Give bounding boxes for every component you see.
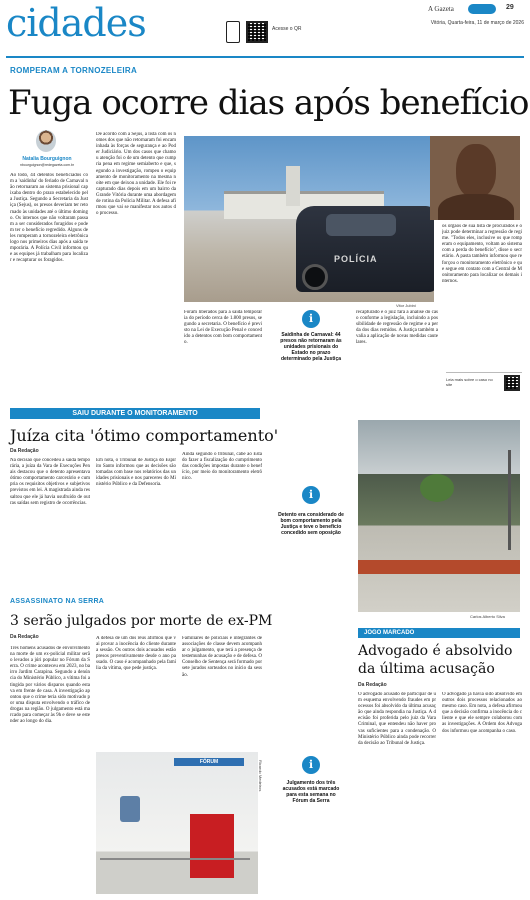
- red-door: [190, 814, 234, 878]
- tree: [420, 474, 454, 502]
- story3-photo-forum: [96, 752, 258, 894]
- page-number: 29: [506, 4, 514, 11]
- police-car: [296, 206, 434, 292]
- info-icon: ℹ: [302, 756, 320, 774]
- road: [358, 560, 520, 574]
- logo-badge: [468, 4, 496, 14]
- wall-emblem: [120, 796, 140, 822]
- story1-headline: Fuga ocorre dias após benefício: [8, 83, 529, 123]
- story4-column-1: O advogado acusado de participar de um esquema envolvendo fraudes em processos foi absolvido da última acusação que ainda respondia na Justiça. A decisão foi proferida pelo juiz da Vara Criminal, que entendeu não haver provas suficientes para a condenação. O Ministério Público ainda pode recorrer da decisão ao Tribunal de Justiça.: [358, 692, 436, 746]
- car-police-text: POLÍCIA: [334, 254, 378, 264]
- info-icon: ℹ: [302, 486, 320, 504]
- story3-side-note: Julgamento dos três acusados está marcado para esta semana no Fórum da Serra: [282, 780, 340, 804]
- story4-headline: Advogado é absolvido da última acusação: [358, 643, 513, 677]
- qr-label: Acesse o QR: [272, 26, 302, 32]
- story2-photo-building: [358, 420, 520, 612]
- suspect-shoulders: [438, 194, 514, 220]
- lamp-post: [508, 450, 511, 550]
- story3-headline: 3 serão julgados por morte de ex-PM: [10, 613, 273, 629]
- qr-code[interactable]: [246, 21, 268, 43]
- story1-side-note: Saidinha de Carnaval: 44 presos não retornaram às unidades prisionais do Estado no prazo determinado pela Justiça: [280, 332, 342, 362]
- story1-column-6: recapturado e o juiz fará a análise do caso conforme a legislação, incluindo a possibilidade de regressão de regime e a perda dos dias remidos. A Justiça também avalia a aplicação de novas medidas cautelares.: [356, 310, 438, 346]
- story2-byline: Da Redação: [10, 448, 39, 454]
- author-avatar: [36, 130, 56, 152]
- story2-photo-credit: Carlos Alberto Silva: [470, 614, 505, 619]
- car-window: [326, 214, 396, 236]
- section-title: cidades: [6, 1, 146, 45]
- story1-qr-box: [446, 372, 522, 390]
- story3-column-2: A defesa de um dos réus afirmou que vai provar a inocência do cliente durante a sessão. Os outros dois acusados estão presos preventivamente desde o ano passado. O caso é acompanhado pela família da vítima, que pede justiça.: [96, 636, 176, 672]
- story3-kicker: ASSASSINATO NA SERRA: [10, 598, 105, 605]
- phone-icon: [226, 21, 240, 43]
- story4-column-2: O advogado já havia sido absolvido em outros dois processos relacionados ao mesmo caso. Em nota, a defesa afirmou que a decisão confirma a inocência do cliente e que ele sempre colaborou com as investigações. A Ordem dos Advogados informou que acompanha o caso.: [442, 692, 522, 734]
- story1-qr-caption: Leia mais sobre o caso no site: [446, 377, 493, 387]
- story3-column-1: Três homens acusados de envolvimento na morte de um ex-policial militar serão levados a júri popular no Fórum da Serra. O crime aconteceu em 2023, no bairro Jardim Carapina. Segundo a denúncia do Ministério Público, a vítima foi atingida por vários disparos quando estava em frente de casa. A investigação apontou que o crime teria sido motivado por uma disputa envolvendo o tráfico de drogas na região. O julgamento está marcado para começar às 9h e deve se estender ao longo do dia.: [10, 646, 90, 725]
- story3-byline: Da Redação: [10, 634, 39, 640]
- header-rule: [6, 56, 524, 58]
- story1-column-5: os órgãos de sua lista de procurados e o juiz pode determinar a regressão de regime. "Todos eles, inclusive os que romperam o equipamento, voltam ao sistema com a perda do benefício", disse o secretário. A pasta também informou que reforçou o monitoramento eletrônico e que segue em contato com a Central de Monitoramento para localizar os demais internos.: [442, 224, 522, 284]
- story4-bar: JOGO MARCADO: [358, 628, 520, 638]
- story3-column-3: Familiares de policiais e integrantes de associações de classe devem acompanhar o julgamento, que terá a presença de testemunhas de acusação e de defesa. O Conselho de Sentença será formado por sete jurados sorteados no início da sessão.: [182, 636, 262, 678]
- car-wheel: [302, 264, 328, 290]
- story2-column-1: Na decisão que concedeu a saída temporária, a juíza da Vara de Execuções Penais destacou que o detento apresentava ótimo comportamento carcerário e cumpria os requisitos objetivos e subjetivos previstos em lei. A magistrada ainda ressaltou que ele já havia usufruído de outras saídas sem registro de ocorrências.: [10, 458, 90, 506]
- handrail: [100, 858, 250, 860]
- story2-side-note: Detento era considerado de bom comportamento pela Justiça e teve o benefício concedido sem oposição: [278, 512, 344, 536]
- suspect-photo: [430, 136, 520, 220]
- forum-sign: FÓRUM: [174, 758, 244, 766]
- story2-column-2: Em nota, o Tribunal de Justiça do Espírito Santo informou que as decisões são tomadas com base nos relatórios das unidades prisionais e nos pareceres do Ministério Público e da Defensoria.: [96, 458, 176, 488]
- story2-bar: SAIU DURANTE O MONITORAMENTO: [10, 408, 260, 419]
- story1-qr-code[interactable]: [504, 375, 520, 391]
- story1-column-1: Ao todo, 44 detentos beneficiados com a 'saidinha' do feriado de Carnaval não retornaram ao sistema prisional capixaba dentro do prazo estabelecido pela Justiça. Segundo a Secretaria da Justiça (Sejus), os presos deveriam ter retornado às unidades até o último domingo. Os internos que não voltaram passam a ser considerados foragidos e podem ter o benefício regredido. Alguns deles romperam a tornozeleira eletrônica logo nos primeiros dias após a saída temporária. A Polícia Civil informou que as equipes já trabalham para localizar e recapturar os foragidos.: [10, 173, 88, 264]
- story3-photo-credit: Ricardo Medeiros: [258, 760, 263, 792]
- info-icon: ℹ: [302, 310, 320, 328]
- story1-column-3: Foram liberados para a saída temporária do período cerca de 1.800 presos, segundo a secretaria. O benefício é previsto na Lei de Execução Penal e concedido a detentos com bom comportamento.: [184, 310, 262, 346]
- story1-column-2: De acordo com a Sejus, a lista com os nomes dos que não retornaram foi encaminhada às forças de segurança e ao Poder Judiciário. Um dos casos que chamou atenção foi o de um detento que cumpria pena em regime semiaberto e que, segundo a investigação, rompeu o equipamento de monitoramento na mesma noite em que deixou a unidade. Ele foi recapturado dias depois em um bairro da Grande Vitória durante uma abordagem de rotina da Polícia Militar. A defesa afirmou que vai se manifestar nos autos do processo.: [96, 132, 176, 217]
- story1-author-email: nbourguignon@redegazeta.com.br: [20, 163, 74, 167]
- tower: [286, 166, 300, 206]
- story1-author: Natalia Bourguignon: [22, 156, 72, 162]
- story1-photo-credit: Vitor Jubini: [396, 303, 416, 308]
- story1-photo-police: [184, 136, 434, 302]
- edition-date: Vitória, Quarta-feira, 11 de março de 2026: [430, 20, 524, 26]
- newspaper-logo: A Gazeta: [428, 5, 454, 13]
- story4-byline: Da Redação: [358, 682, 387, 688]
- suspect-face: [456, 144, 496, 198]
- story2-headline: Juíza cita 'ótimo comportamento': [10, 426, 279, 445]
- story1-kicker: ROMPERAM A TORNOZELEIRA: [10, 66, 138, 75]
- header-promo-box: [202, 20, 312, 46]
- story2-column-3: Ainda segundo o tribunal, cabe ao Estado fazer a fiscalização do cumprimento das condições impostas durante o benefício, por meio do monitoramento eletrônico.: [182, 452, 262, 482]
